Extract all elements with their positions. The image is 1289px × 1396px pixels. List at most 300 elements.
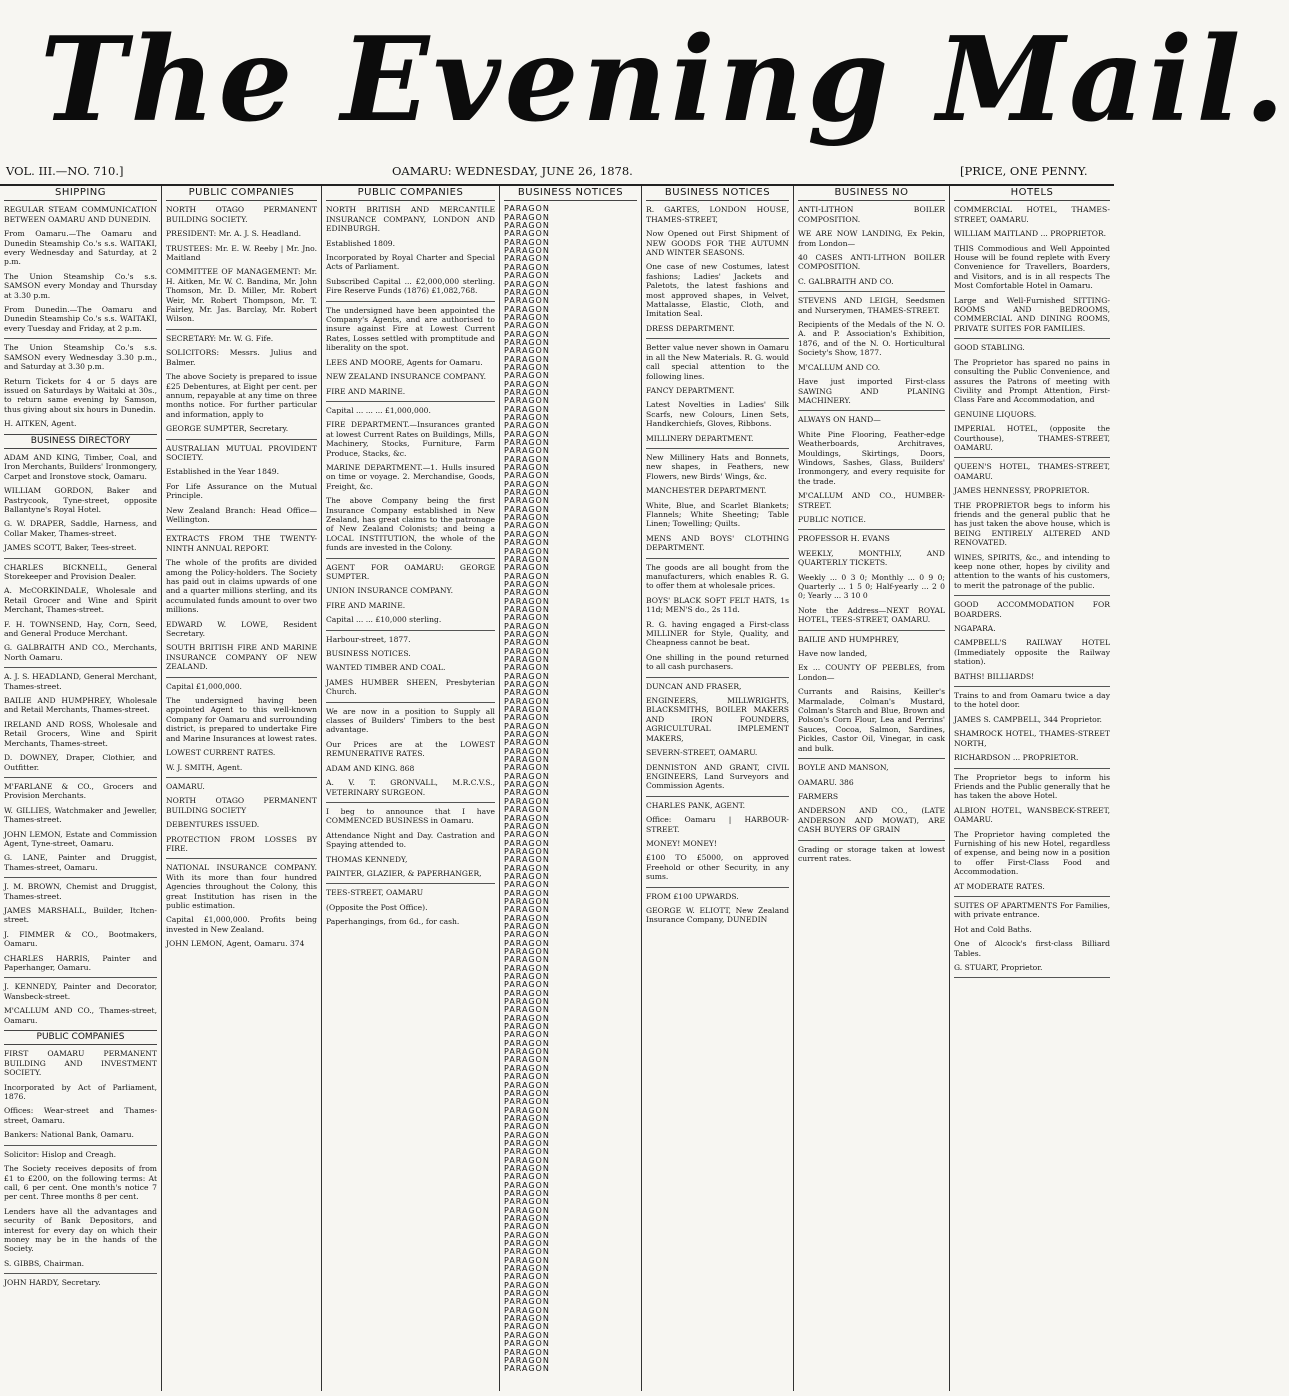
advertisement: ANDERSON AND CO., (LATE ANDERSON AND MOWAT), ARE CASH BUYERS OF GRAIN	[798, 806, 945, 835]
advertisement: J. M. BROWN, Chemist and Druggist, Thames-street.	[4, 882, 157, 901]
paragon-line: PARAGON	[504, 471, 550, 481]
paragon-line: PARAGON	[504, 488, 550, 498]
divider	[326, 301, 495, 302]
advertisement: DUNCAN AND FRASER,	[646, 681, 742, 691]
paragon-line: PARAGON	[504, 479, 550, 489]
paragon-line: PARAGON	[504, 1080, 550, 1090]
advertisement: IRELAND AND ROSS, Wholesale and Retail Grocers, Wine and Spirit Merchants, Thames-street.	[4, 719, 157, 748]
advertisement: The Proprietor having completed the Furnishing of his new Hotel, regardless of expense, and being now in a position to offer First-Class Food and Accommodation.	[954, 829, 1110, 877]
advertisement: S. GIBBS, Chairman.	[4, 1258, 85, 1268]
advertisement: WANTED TIMBER AND COAL.	[326, 663, 446, 673]
divider	[326, 802, 495, 803]
divider	[798, 840, 945, 841]
paragon-line: PARAGON	[504, 404, 550, 414]
paragon-line: PARAGON	[504, 947, 550, 956]
advertisement: LEES AND MOORE, Agents for Oamaru.	[326, 357, 483, 367]
divider	[166, 777, 317, 778]
paragon-line: PARAGON	[504, 1138, 550, 1148]
paragon-line: PARAGON	[504, 1072, 550, 1082]
advertisement: M'CALLUM AND CO., HUMBER-STREET.	[798, 491, 945, 510]
divider	[166, 677, 317, 678]
paragon-line: PARAGON	[504, 446, 550, 456]
advertisement: DENNISTON AND GRANT, CIVIL ENGINEERS, Land Surveyors and Commission Agents.	[646, 762, 789, 791]
advertisement: The undersigned have been appointed the Company's Agents, and are authorised to insure against Fire at Lowest Current Rates, Losses settled with promptitude and liberality on the spot.	[326, 305, 495, 353]
paragon-line: PARAGON	[504, 221, 550, 231]
advertisement: The above Society is prepared to issue £25 Debentures, at Eight per cent. per annum, repayable at any time on three months notice. For further particular and information, apply to	[166, 372, 317, 419]
paragon-line: PARAGON	[504, 513, 550, 523]
paragon-line: PARAGON	[504, 496, 550, 506]
paragon-line: PARAGON	[504, 588, 550, 598]
paragon-line: PARAGON	[504, 855, 550, 865]
column-business-notices	[642, 186, 794, 1391]
paragon-line: PARAGON	[504, 938, 550, 948]
paragon-line: PARAGON	[504, 454, 550, 464]
advertisement: WINES, SPIRITS, &c., and intending to keep none other, hopes by civility and attention to the wants of his customers, to merit the patronage of the public.	[954, 552, 1110, 590]
advertisement: NORTH OTAGO PERMANENT BUILDING SOCIETY	[166, 796, 317, 815]
advertisement: J. KENNEDY, Painter and Decorator, Wansbeck-street.	[4, 982, 157, 1001]
advertisement: Capital £1,000,000. Profits being invested in New Zealand.	[166, 915, 317, 934]
column-heading: HOTELS	[954, 186, 1110, 201]
advertisement: THE PROPRIETOR begs to inform his friends and the general public that he has just taken the above house, which is BEING ENTIRELY ALTERED AND RENOVATED.	[954, 500, 1110, 548]
column-heading: PUBLIC COMPANIES	[166, 186, 317, 201]
advertisement: WILLIAM GORDON, Baker and Pastrycook, Tyne-street, opposite Ballantyne's Royal Hotel.	[4, 486, 157, 514]
ads-list	[326, 205, 495, 926]
advertisement: JAMES HENNESSY, PROPRIETOR.	[954, 486, 1090, 496]
paragon-line: PARAGON	[504, 1088, 550, 1098]
advertisement: TRUSTEES: Mr. E. W. Reeby | Mr. Jno. Maitland	[166, 243, 317, 263]
advertisement: UNION INSURANCE COMPANY.	[326, 586, 453, 596]
paragon-line: PARAGON	[504, 654, 550, 664]
advertisement: Grading or storage taken at lowest current rates.	[798, 844, 945, 863]
paragon-line: PARAGON	[504, 362, 550, 372]
advertisement: BOYS' BLACK SOFT FELT HATS, 1s 11d; MEN'S do., 2s 11d.	[646, 595, 789, 615]
advertisement: Bankers: National Bank, Oamaru.	[4, 1130, 134, 1140]
advertisement: The Society receives deposits of from £1 to £200, on the following terms: At call, 6 per cent. One month's notice 7 per cent. Three months 8 per cent.	[4, 1164, 157, 1202]
paragon-line: PARAGON	[504, 1147, 550, 1157]
advertisement: The undersigned having been appointed Agent to this well-known Company for Oamaru and surrounding district, is prepared to undertake Fire and Marine Insurances at lowest rates.	[166, 696, 317, 743]
advertisement: WEEKLY, MONTHLY, AND QUARTERLY TICKETS.	[798, 548, 945, 568]
paragon-line: PARAGON	[504, 554, 550, 564]
advertisement: RICHARDSON ... PROPRIETOR.	[954, 753, 1079, 763]
dateline-bar	[0, 162, 1114, 186]
advertisement: TEES-STREET, OAMARU	[326, 888, 424, 898]
paragon-line: PARAGON	[504, 921, 550, 931]
paragon-line: PARAGON	[504, 997, 550, 1007]
advertisement: M'CALLUM AND CO.	[798, 362, 881, 372]
advertisement: STEVENS AND LEIGH, Seedsmen and Nurserymen, THAMES-STREET.	[798, 296, 945, 315]
advertisement: PAINTER, GLAZIER, & PAPERHANGER,	[326, 868, 482, 878]
paragon-line: PARAGON	[504, 354, 550, 364]
paragon-line: PARAGON	[504, 379, 550, 389]
paragon-line: PARAGON	[504, 930, 550, 940]
advertisement: Incorporated by Royal Charter and Special Acts of Parliament.	[326, 253, 495, 272]
advertisement: Our Prices are at the LOWEST REMUNERATIVE RATES.	[326, 739, 495, 759]
paragon-line: PARAGON	[504, 1222, 550, 1232]
paragon-line: PARAGON	[504, 1038, 550, 1048]
paragon-line: PARAGON	[504, 296, 550, 306]
divider	[646, 887, 789, 888]
paragon-line: PARAGON	[504, 1180, 550, 1190]
advertisement: Latest Novelties in Ladies' Silk Scarfs, new Colours, Linen Sets, Handkerchiefs, Gloves, Ribbons.	[646, 400, 789, 429]
advertisement: LOWEST CURRENT RATES.	[166, 748, 276, 758]
advertisement: Incorporated by Act of Parliament, 1876.	[4, 1082, 157, 1102]
advertisement: £100 TO £5000, on approved Freehold or other Security, in any sums.	[646, 853, 789, 882]
paragon-line: PARAGON	[504, 771, 550, 781]
advertisement: NORTH BRITISH AND MERCANTILE INSURANCE COMPANY, LONDON AND EDINBURGH.	[326, 205, 495, 234]
paragon-line: PARAGON	[504, 972, 550, 982]
paragon-line: PARAGON	[504, 696, 550, 706]
paragon-line: PARAGON	[504, 705, 550, 715]
advertisement: FIRST OAMARU PERMANENT BUILDING AND INVESTMENT SOCIETY.	[4, 1049, 157, 1078]
paragon-line: PARAGON	[504, 596, 550, 606]
divider	[646, 448, 789, 449]
advertisement: BAILIE AND HUMPHREY,	[798, 634, 899, 644]
advertisement: ANTI-LITHON BOILER COMPOSITION.	[798, 205, 945, 224]
paragon-line: PARAGON	[504, 279, 550, 289]
divider	[4, 667, 157, 668]
paragon-line: PARAGON	[504, 1214, 550, 1223]
shipping-ads	[4, 205, 157, 428]
paragon-line: PARAGON	[504, 1097, 550, 1107]
advertisement: WILLIAM MAITLAND ... PROPRIETOR.	[954, 229, 1107, 239]
paragon-line: PARAGON	[504, 1247, 550, 1257]
paragon-line: PARAGON	[504, 1347, 550, 1357]
paragon-line: PARAGON	[504, 913, 550, 923]
divider	[798, 630, 945, 631]
advertisement: BOYLE AND MANSON,	[798, 763, 889, 773]
paragon-line: PARAGON	[504, 1197, 550, 1207]
advertisement: Weekly ... 0 3 0; Monthly ... 0 9 0; Quarterly ... 1 5 0; Half-yearly ... 2 0 0; Yearly ... 3 10 0	[798, 572, 945, 601]
advertisement: We are now in a position to Supply all classes of Builders' Timbers to the best advantage.	[326, 706, 495, 735]
advertisement: SHAMROCK HOTEL, THAMES-STREET NORTH,	[954, 729, 1110, 748]
advertisement: GEORGE W. ELIOTT, New Zealand Insurance Company, DUNEDIN	[646, 905, 789, 925]
column-heading: BUSINESS NO	[798, 186, 945, 201]
paragon-line: PARAGON	[504, 680, 550, 689]
advertisement: Capital ... ... £10,000 sterling.	[326, 615, 442, 625]
paragon-line: PARAGON	[504, 604, 550, 614]
advertisement: Paperhangings, from 6d., for cash.	[326, 917, 460, 927]
advertisement: ADAM AND KING. 868	[326, 763, 415, 773]
advertisement: ENGINEERS, MILLWRIGHTS, BLACKSMITHS, BOILER MAKERS AND IRON FOUNDERS, AGRICULTURAL IMPLEMENT MAKERS,	[646, 696, 789, 743]
paragon-line: PARAGON	[504, 1205, 550, 1215]
paragon-line: PARAGON	[504, 287, 550, 297]
paragon-line: PARAGON	[504, 1230, 550, 1240]
paragon-line: PARAGON	[504, 780, 550, 790]
advertisement: EXTRACTS FROM THE TWENTY-NINTH ANNUAL REPORT.	[166, 534, 317, 553]
advertisement: FARMERS	[798, 791, 839, 801]
advertisement: G. LANE, Painter and Druggist, Thames-street, Oamaru.	[4, 853, 157, 872]
advertisement: Better value never shown in Oamaru in all the New Materials. R. G. would call special attention to the following lines.	[646, 343, 789, 381]
section-heading: PUBLIC COMPANIES	[4, 1030, 157, 1045]
advertisement: White Pine Flooring, Feather-edge Weatherboards, Architraves, Mouldings, Skirtings, Doors, Windows, Sashes, Glass, Builders' Ironmongery, and every requisite for the trade.	[798, 429, 945, 486]
paragon-line: PARAGON	[504, 212, 550, 222]
paragon-line: PARAGON	[504, 905, 550, 915]
advertisement: FROM £100 UPWARDS.	[646, 891, 739, 901]
divider	[166, 529, 317, 530]
paragon-line: PARAGON	[504, 262, 550, 272]
advertisement: R. G. having engaged a First-class MILLINER for Style, Quality, and Cheapness cannot be beat.	[646, 619, 789, 648]
advertisement: Note the Address—NEXT ROYAL HOTEL, TEES-STREET, OAMARU.	[798, 605, 945, 625]
advertisement: M'FARLANE & CO., Grocers and Provision Merchants.	[4, 781, 157, 801]
divider	[326, 630, 495, 631]
paragon-line: PARAGON	[504, 579, 550, 589]
divider	[326, 401, 495, 402]
divider	[166, 439, 317, 440]
paragon-line: PARAGON	[504, 254, 550, 264]
paragon-line: PARAGON	[504, 237, 550, 247]
advertisement: Ex ... COUNTY OF PEEBLES, from London—	[798, 663, 945, 682]
advertisement: Return Tickets for 4 or 5 days are issued on Saturdays by Waitaki at 30s., to return same evening by Samson, thus giving about six hours in Dunedin.	[4, 376, 157, 414]
advertisement: New Millinery Hats and Bonnets, new shapes, in Feathers, new Flowers, new Birds' Wings, &c.	[646, 452, 789, 481]
ads-list	[798, 205, 945, 863]
section-heading: BUSINESS DIRECTORY	[4, 434, 157, 449]
volume-number: VOL. III.—NO. 710.]	[6, 164, 124, 178]
advertisement: QUEEN'S HOTEL, THAMES-STREET, OAMARU.	[954, 462, 1110, 481]
paragon-line: PARAGON	[504, 896, 550, 906]
divider	[326, 702, 495, 703]
advertisement: 40 CASES ANTI-LITHON BOILER COMPOSITION.	[798, 253, 945, 272]
public-companies-ads	[4, 1049, 157, 1287]
divider	[4, 338, 157, 339]
advertisement: MARINE DEPARTMENT.—1. Hulls insured on time or voyage. 2. Merchandise, Goods, Freight, &c.	[326, 462, 495, 491]
advertisement: AGENT FOR OAMARU: GEORGE SUMPTER.	[326, 562, 495, 581]
advertisement: One of Alcock's first-class Billiard Tables.	[954, 939, 1110, 958]
advertisement: Have just imported First-class SAWING AND PLANING MACHINERY.	[798, 377, 945, 405]
column-business-notices-2	[794, 186, 950, 1391]
advertisement: Hot and Cold Baths.	[954, 924, 1032, 934]
advertisement: PROFESSOR H. EVANS	[798, 534, 890, 544]
column-heading: BUSINESS NOTICES	[646, 186, 789, 201]
divider	[326, 883, 495, 884]
paragon-line: PARAGON	[504, 371, 550, 381]
advertisement: FIRE AND MARINE.	[326, 386, 406, 396]
ads-list	[646, 205, 789, 924]
price: [PRICE, ONE PENNY.	[960, 164, 1088, 178]
advertisement: MANCHESTER DEPARTMENT.	[646, 486, 767, 496]
masthead	[0, 0, 1289, 158]
advertisement: F. H. TOWNSEND, Hay, Corn, Seed, and General Produce Merchant.	[4, 619, 157, 639]
paragon-line: PARAGON	[504, 955, 550, 965]
advertisement: JAMES HUMBER SHEEN, Presbyterian Church.	[326, 677, 495, 697]
advertisement: SECRETARY: Mr. W. G. Fife.	[166, 333, 274, 343]
advertisement: W. J. SMITH, Agent.	[166, 762, 243, 772]
divider	[798, 529, 945, 530]
paragon-line: PARAGON	[504, 312, 550, 322]
column-public-companies	[162, 186, 322, 1391]
paragon-line: PARAGON	[504, 1063, 550, 1073]
advertisement: From Oamaru.—The Oamaru and Dunedin Steamship Co.'s s.s. WAITAKI, every Wednesday and Saturday, at 2 p.m.	[4, 229, 157, 267]
paragon-line: PARAGON	[504, 880, 550, 890]
advertisement: NGAPARA.	[954, 624, 996, 634]
advertisement: WE ARE NOW LANDING, Ex Pekin, from London—	[798, 229, 945, 248]
divider	[954, 896, 1110, 897]
paragon-line: PARAGON	[504, 521, 550, 531]
advertisement: For Life Assurance on the Mutual Principle.	[166, 481, 317, 501]
advertisement: G. W. DRAPER, Saddle, Harness, and Collar Maker, Thames-street.	[4, 519, 157, 538]
advertisement: The whole of the profits are divided among the Policy-holders. The Society has paid out in claims upwards of one and a quarter millions sterling, and its accumulated funds amount to over two millions.	[166, 558, 317, 615]
paragon-line: PARAGON	[504, 963, 550, 973]
paragon-list	[504, 205, 637, 1373]
divider	[4, 777, 157, 778]
divider	[4, 1273, 157, 1274]
paragon-line: PARAGON	[504, 980, 550, 990]
advertisement: PRESIDENT: Mr. A. J. S. Headland.	[166, 229, 301, 239]
advertisement: The Union Steamship Co.'s s.s. SAMSON every Wednesday 3.30 p.m., and Saturday at 3.30 p.m.	[4, 343, 157, 372]
advertisement: Have now landed,	[798, 649, 868, 659]
paragon-line: PARAGON	[504, 1105, 550, 1115]
divider	[4, 558, 157, 559]
advertisement: JAMES S. CAMPBELL, 344 Proprietor.	[954, 714, 1102, 724]
advertisement: Currants and Raisins, Keiller's Marmalade, Colman's Mustard, Colman's Starch and Blue, Brown and Polson's Corn Flour, Lea and Perrins' Sauces, Cocoa, Salmon, Sardines, Pickles, Castor Oil, Vinegar, in cask and bulk.	[798, 687, 945, 753]
advertisement: Now Opened out First Shipment of NEW GOODS FOR THE AUTUMN AND WINTER SEASONS.	[646, 229, 789, 258]
advertisement: R. GARTES, LONDON HOUSE, THAMES-STREET,	[646, 205, 789, 224]
advertisement: BATHS! BILLIARDS!	[954, 671, 1035, 681]
paragon-line: PARAGON	[504, 613, 550, 623]
advertisement: COMMITTEE OF MANAGEMENT: Mr. H. Aitken, Mr. W. C. Bandina, Mr. John Thomson, Mr. D. Miller, Mr. Robert Weir, Mr. Robert Thompson, Mr. T. Fairley, Mr. Jas. Barclay, Mr. Robert Wilson.	[166, 267, 317, 324]
paragon-line: PARAGON	[504, 1314, 550, 1324]
paragon-line: PARAGON	[504, 246, 550, 256]
business-directory	[4, 453, 157, 1025]
advertisement: THIS Commodious and Well Appointed House will be found replete with Every Convenience for Travellers, Boarders, and Visitors, and is in all respects The Most Comfortable Hotel in Oamaru.	[954, 243, 1110, 291]
paragon-line: PARAGON	[504, 529, 550, 539]
paragon-line: PARAGON	[504, 438, 550, 448]
advertisement: A. McCORKINDALE, Wholesale and Retail Grocer and Wine and Spirit Merchant, Thames-street.	[4, 586, 157, 615]
paragon-line: PARAGON	[504, 1364, 550, 1374]
advertisement: I beg to announce that I have COMMENCED BUSINESS in Oamaru.	[326, 806, 495, 826]
advertisement: SUITES OF APARTMENTS For Families, with private entrance.	[954, 900, 1110, 920]
paragon-line: PARAGON	[504, 304, 550, 314]
paragon-line: PARAGON	[504, 1022, 550, 1032]
paragon-line: PARAGON	[504, 204, 550, 214]
advertisement: Lenders have all the advantages and security of Bank Depositors, and interest for every day on which their money may be in the hands of the Society.	[4, 1206, 157, 1254]
advertisement: One shilling in the pound returned to all cash purchasers.	[646, 652, 789, 672]
advertisement: DRESS DEPARTMENT.	[646, 323, 735, 333]
advertisement: MENS AND BOYS' CLOTHING DEPARTMENT.	[646, 533, 789, 553]
paragon-line: PARAGON	[504, 1355, 550, 1365]
paragon-line: PARAGON	[504, 663, 550, 673]
paragon-line: PARAGON	[504, 1155, 550, 1165]
paragon-line: PARAGON	[504, 329, 550, 339]
advertisement: The Proprietor has spared no pains in consulting the Public Convenience, and assures the Patrons of meeting with Civility and Prompt Attention, First-Class Fare and Accommodation, and	[954, 357, 1110, 405]
paragon-line: PARAGON	[504, 396, 550, 406]
paragon-line: PARAGON	[504, 638, 550, 648]
paragon-line: PARAGON	[504, 988, 550, 998]
advertisement: CHARLES BICKNELL, General Storekeeper and Provision Dealer.	[4, 562, 157, 581]
advertisement: GENUINE LIQUORS.	[954, 409, 1037, 419]
paragon-line: PARAGON	[504, 830, 550, 840]
paragon-line: PARAGON	[504, 429, 550, 439]
advertisement: AT MODERATE RATES.	[954, 881, 1045, 891]
newspaper-title: The Evening Mail.	[40, 12, 1289, 148]
advertisement: W. GILLIES, Watchmaker and Jeweller, Thames-street.	[4, 805, 157, 825]
paragon-line: PARAGON	[504, 1172, 550, 1182]
advertisement: One case of new Costumes, latest fashions; Ladies' Jackets and Paletots, the latest fashions and most approved shapes, in Velvet, Mattalasse, Elastic, Cloth, and Imitation Seal.	[646, 262, 789, 319]
advertisement: PROTECTION FROM LOSSES BY FIRE.	[166, 834, 317, 853]
paragon-line: PARAGON	[504, 1289, 550, 1299]
advertisement: D. DOWNEY, Draper, Clothier, and Outfitter.	[4, 753, 157, 772]
divider	[646, 677, 789, 678]
paragon-line: PARAGON	[504, 1113, 550, 1123]
advertisement: SEVERN-STREET, OAMARU.	[646, 748, 758, 758]
divider	[166, 329, 317, 330]
paragon-line: PARAGON	[504, 713, 550, 723]
paragon-line: PARAGON	[504, 538, 550, 548]
column-paragon	[500, 186, 642, 1391]
paragon-line: PARAGON	[504, 1005, 550, 1015]
divider	[4, 1145, 157, 1146]
advertisement: Recipients of the Medals of the N. O. A. and P. Association's Exhibition, 1876, and of the N. O. Horticultural Society's Show, 1877.	[798, 320, 945, 358]
advertisement: ALWAYS ON HAND—	[798, 415, 881, 425]
paragon-line: PARAGON	[504, 1130, 550, 1140]
advertisement: White, Blue, and Scarlet Blankets; Flannels; White Sheeting; Table Linen; Towelling; Quilts.	[646, 500, 789, 529]
paragon-line: PARAGON	[504, 646, 550, 656]
advertisement: Large and Well-Furnished SITTING-ROOMS AND BEDROOMS, COMMERCIAL AND DINING ROOMS, PRIVATE SUITES FOR FAMILIES.	[954, 295, 1110, 333]
paragon-line: PARAGON	[504, 671, 550, 681]
paragon-line: PARAGON	[504, 1255, 550, 1265]
advertisement: AUSTRALIAN MUTUAL PROVIDENT SOCIETY.	[166, 443, 317, 462]
paragon-line: PARAGON	[504, 421, 550, 431]
advertisement: Solicitor: Hislop and Creagh.	[4, 1149, 117, 1159]
advertisement: M'CALLUM AND CO., Thames-street, Oamaru.	[4, 1006, 157, 1025]
advertisement: THOMAS KENNEDY,	[326, 854, 408, 864]
paragon-line: PARAGON	[504, 1030, 550, 1040]
advertisement: JAMES SCOTT, Baker, Tees-street.	[4, 543, 137, 553]
advertisement: NATIONAL INSURANCE COMPANY. With its more than four hundred Agencies throughout the Colony, this great Institution has risen in the public estimation.	[166, 863, 317, 910]
paragon-line: PARAGON	[504, 871, 550, 881]
advertisement: DEBENTURES ISSUED.	[166, 820, 260, 830]
paragon-line: PARAGON	[504, 805, 550, 815]
paragon-line: PARAGON	[504, 271, 550, 281]
advertisement: GEORGE SUMPTER, Secretary.	[166, 424, 289, 434]
paragon-line: PARAGON	[504, 813, 550, 823]
advertisement: The above Company being the first Insurance Company established in New Zealand, has great claims to the patronage of New Zealand Colonists; and being a LOCAL INSTITUTION, the whole of the funds are invested in the Colony.	[326, 496, 495, 553]
columns	[0, 186, 1114, 1396]
advertisement: COMMERCIAL HOTEL, THAMES-STREET, OAMARU.	[954, 205, 1110, 224]
divider	[954, 457, 1110, 458]
advertisement: From Dunedin.—The Oamaru and Dunedin Steamship Co.'s s.s. WAITAKI, every Tuesday and Friday, at 2 p.m.	[4, 305, 157, 333]
paragon-line: PARAGON	[504, 1188, 550, 1198]
advertisement: CHARLES HARRIS, Painter and Paperhanger, Oamaru.	[4, 953, 157, 972]
paragon-line: PARAGON	[504, 413, 550, 422]
advertisement: BUSINESS NOTICES.	[326, 649, 411, 659]
divider	[4, 977, 157, 978]
divider	[798, 758, 945, 759]
divider	[954, 768, 1110, 769]
paragon-line: PARAGON	[504, 846, 550, 856]
paragon-line: PARAGON	[504, 796, 550, 806]
paragon-line: PARAGON	[504, 1264, 550, 1274]
paragon-line: PARAGON	[504, 387, 550, 397]
advertisement: ADAM AND KING, Timber, Coal, and Iron Merchants, Builders' Ironmongery, Carpet and Ironstove stock, Oamaru.	[4, 452, 157, 481]
divider	[646, 558, 789, 559]
paragon-line: PARAGON	[504, 563, 550, 573]
divider	[954, 686, 1110, 687]
advertisement: Office: Oamaru | HARBOUR-STREET.	[646, 815, 789, 834]
advertisement: Established in the Year 1849.	[166, 467, 280, 477]
advertisement: JOHN LEMON, Estate and Commission Agent, Tyne-street, Oamaru.	[4, 829, 157, 848]
divider	[798, 410, 945, 411]
advertisement: H. AITKEN, Agent.	[4, 419, 77, 429]
divider	[954, 595, 1110, 596]
paragon-line: PARAGON	[504, 821, 550, 831]
advertisement: JOHN HARDY, Secretary.	[4, 1278, 101, 1288]
advertisement: Established 1809.	[326, 238, 396, 248]
advertisement: CHARLES PANK, AGENT.	[646, 800, 745, 810]
advertisement: JAMES MARSHALL, Builder, Itchen-street.	[4, 905, 157, 925]
advertisement: Harbour-street, 1877.	[326, 634, 411, 644]
advertisement: The Proprietor begs to inform his Friends and the Public generally that he has taken the above Hotel.	[954, 772, 1110, 801]
paragon-line: PARAGON	[504, 321, 550, 331]
